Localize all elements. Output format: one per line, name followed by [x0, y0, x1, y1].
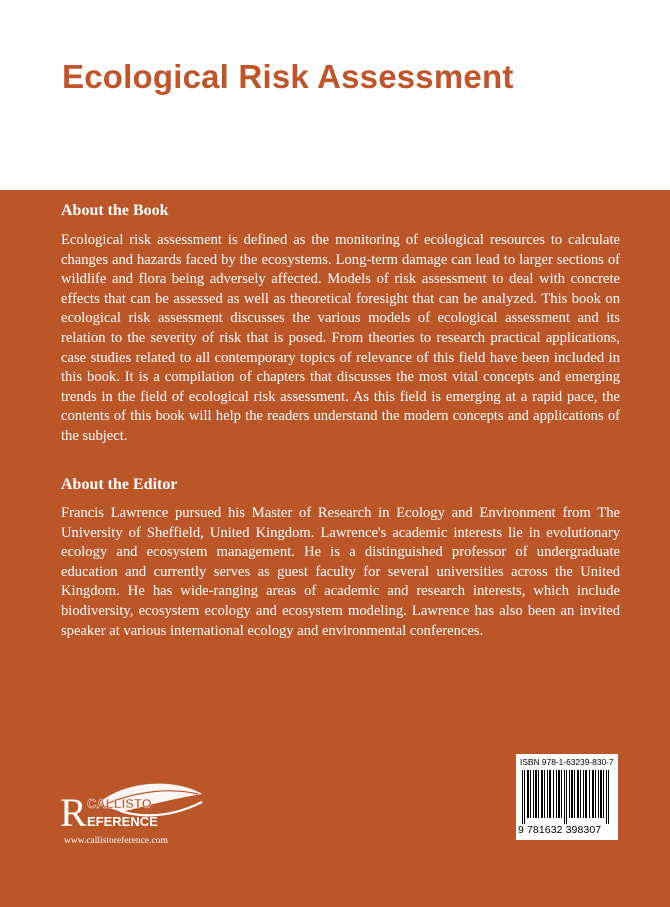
book-title: Ecological Risk Assessment — [62, 58, 514, 95]
cover-top — [0, 0, 670, 190]
logo-callisto-text: CALLISTO — [87, 796, 152, 811]
about-book-text: Ecological risk assessment is defined as the monitoring of ecological resources to calculate changes and hazards faced by the ecosystems. Long-term damage can lead to larger sections of wildlife and flora being adversely affected. Models of risk assessment to deal with concrete effects that can be assessed as well as theoretical foresight that can be analyzed. This book on ecological risk assessment discusses the various models of ecological assessment and its relation to the severity of risk that is posed. From theories to research practical applications, case studies related to all contemporary topics of relevance of this field have been included in this book. It is a compilation of chapters that discusses the most vital concepts and emerging trends in the field of ecological risk assessment. As this field is emerging at a rapid pace, the contents of this book will help the readers understand the modern concepts and applications of the subject. — [61, 232, 620, 444]
svg-text:R: R — [60, 790, 87, 835]
publisher-logo — [60, 780, 205, 838]
publisher-url: www.callistoreference.com — [64, 836, 168, 846]
callisto-reference-logo-graphic — [60, 780, 205, 838]
isbn-barcode — [516, 754, 618, 840]
about-editor-text: Francis Lawrence pursued his Master of Research in Ecology and Environment from The University of Sheffield, United Kingdom. Lawrence's academic interests lie in evolutionary ecology and ecosystem management. He is a distinguished professor of undergraduate education and currently serves as guest faculty for several universities across the United Kingdom. He has wide-ranging areas of academic and research interests, which include biodiversity, ecosystem ecology and ecosystem modeling. Lawrence has also been an invited speaker at various international ecology and environmental conferences. — [61, 505, 620, 639]
logo-reference-text: EFERENCE — [87, 814, 158, 829]
barcode-icon — [522, 770, 612, 824]
isbn-label: ISBN 978-1-63239-830-7 — [520, 757, 614, 767]
barcode-digits: 9 781632 398307 — [518, 824, 602, 836]
about-editor-heading: About the Editor — [61, 476, 178, 493]
about-book-heading: About the Book — [61, 202, 169, 219]
